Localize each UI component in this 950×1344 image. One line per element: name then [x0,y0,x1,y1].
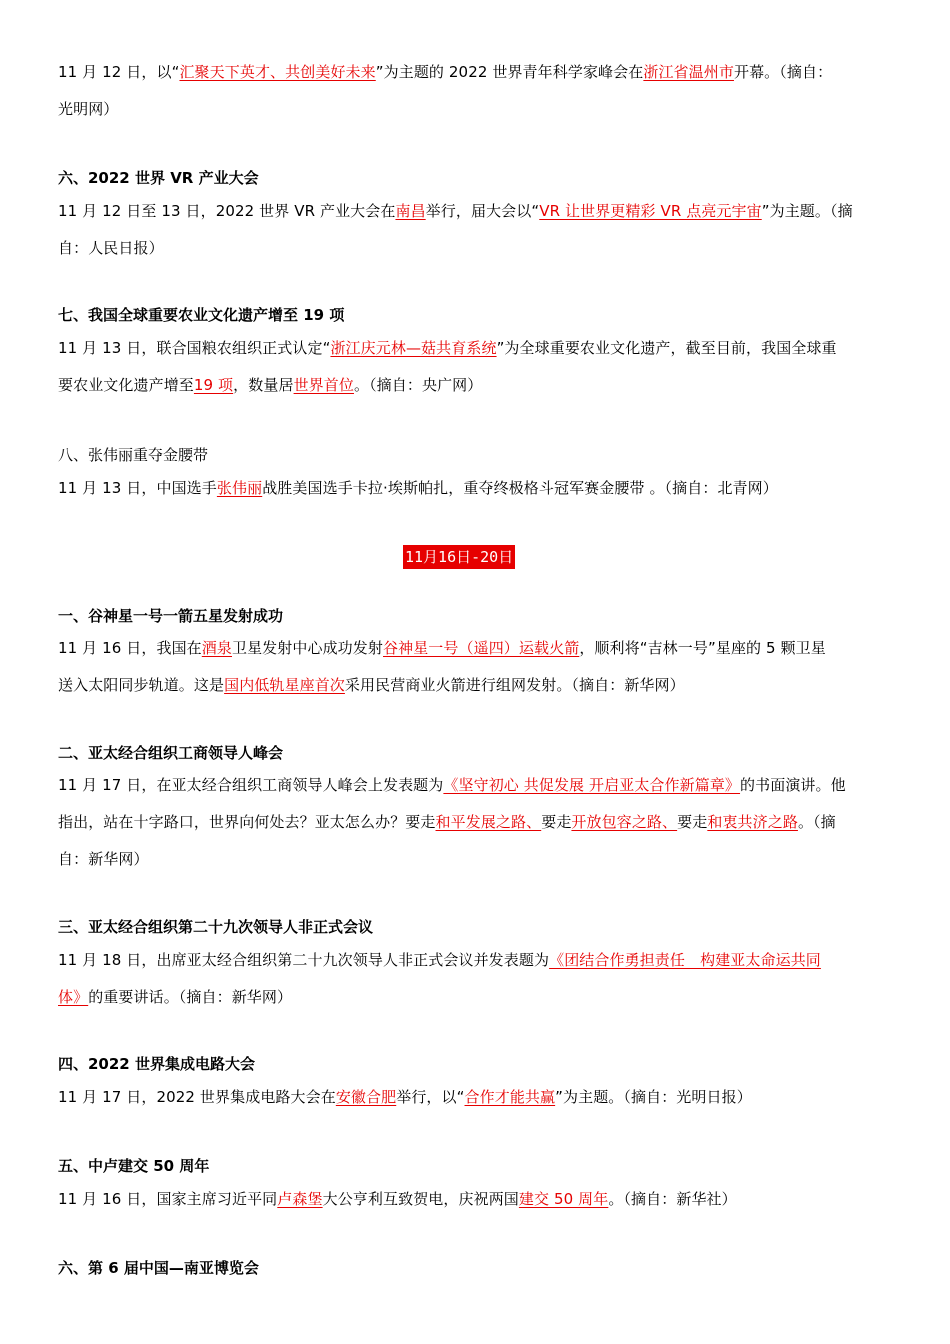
entry-zhang-weili [58,443,898,467]
entry-body [58,1181,898,1218]
entry-body [58,767,898,878]
entry-apec-ceo-summit [58,741,898,765]
entry-text-line: 11 月 12 日，以“汇聚天下英才、共创美好未来”为主题的 2022 世界青年科学家峰会在浙江省温州市开幕。（摘自： [58,63,833,81]
highlight-path: 和衷共济之路 [707,813,798,831]
highlight-location: 安徽合肥 [335,1088,397,1106]
entry-title: 三、亚太经合组织第二十九次领导人非正式会议 [58,918,374,936]
entry-text-line: 11 月 18 日，出席亚太经合组织第二十九次领导人非正式会议并发表题为《团结合作勇担责任 构建亚太命运共同 [58,951,821,969]
entry-body [58,1079,898,1116]
entry-title: 六、第 6 届中国—南亚博览会 [58,1259,259,1277]
highlight-anniversary: 建交 50 周年 [518,1190,609,1208]
highlight-speech-title: 体》 [58,988,89,1006]
entry-title: 七、我国全球重要农业文化遗产增至 19 项 [58,306,345,324]
highlight-location: 南昌 [395,202,426,220]
entry-text-line: 指出，站在十字路口，世界向何处去？亚太怎么办？要走和平发展之路、要走开放包容之路、要走和衷共济之路。（摘 [58,813,836,831]
entry-text-line: 体》的重要讲话。（摘自：新华网） [58,988,293,1006]
entry-text-line: 11 月 12 日至 13 日，2022 世界 VR 产业大会在南昌举行，届大会以“VR 让世界更精彩 VR 点亮元宇宙”为主题。（摘 [58,202,853,220]
highlight-person: 张伟丽 [216,479,263,497]
entry-world-vr-conference [58,166,898,190]
entry-title: 一、谷神星一号一箭五星发射成功 [58,607,284,625]
entry-body [58,330,898,404]
date-range-banner: 11月16日-20日 [403,545,515,569]
entry-title: 八、张伟丽重夺金腰带 [58,446,209,464]
highlight-speech-title: 《坚守初心 共促发展 开启亚太合作新篇章》 [443,776,741,794]
entry-body [58,193,898,267]
highlight-path: 和平发展之路、 [435,813,542,831]
highlight-system: 浙江庆元林—菇共育系统 [330,339,497,357]
highlight-country: 卢森堡 [277,1190,323,1208]
highlight-theme: 汇聚天下英才、共创美好未来 [179,63,376,81]
highlight-first: 国内低轨星座首次 [224,676,345,694]
entry-text-line: 11 月 16 日，国家主席习近平同卢森堡大公亨利互致贺电，庆祝两国建交 50 周年。（摘自：新华社） [58,1190,737,1208]
entry-title: 二、亚太经合组织工商领导人峰会 [58,744,284,762]
highlight-rank: 世界首位 [293,376,354,394]
highlight-rocket: 谷神星一号（遥四）运载火箭 [383,639,580,657]
highlight-path: 开放包容之路、 [571,813,678,831]
entry-world-ic-conference [58,1052,898,1076]
highlight-location: 酒泉 [201,639,232,657]
entry-body [58,470,898,507]
entry-world-young-scientists-summit [58,54,898,128]
entry-body [58,630,898,704]
entry-text-line: 11 月 13 日，联合国粮农组织正式认定“浙江庆元林—菇共育系统”为全球重要农业文化遗产，截至目前，我国全球重 [58,339,837,357]
entry-title: 四、2022 世界集成电路大会 [58,1055,255,1073]
highlight-theme: 合作才能共赢 [464,1088,556,1106]
entry-agricultural-heritage [58,303,898,327]
entry-text-line: 11 月 17 日，在亚太经合组织工商领导人峰会上发表题为《坚守初心 共促发展 开启亚太合作新篇章》的书面演讲。他 [58,776,846,794]
highlight-count: 19 项 [193,376,234,394]
entry-text-line: 要农业文化遗产增至19 项，数量居世界首位。（摘自：央广网） [58,376,483,394]
highlight-speech-title: 《团结合作勇担责任 构建亚太命运共同 [549,951,821,969]
entry-text-line: 11 月 13 日，中国选手张伟丽战胜美国选手卡拉·埃斯帕扎，重夺终极格斗冠军赛金腰带 。（摘自：北青网） [58,479,778,497]
entry-text-line: 光明网） [58,100,119,118]
entry-text-line: 自：新华网） [58,850,149,868]
entry-body [58,942,898,1016]
entry-text-line: 11 月 16 日，我国在酒泉卫星发射中心成功发射谷神星一号（遥四）运载火箭，顺利将“吉林一号”星座的 5 颗卫星 [58,639,826,657]
entry-title: 六、2022 世界 VR 产业大会 [58,169,259,187]
entry-apec-leaders-meeting [58,915,898,939]
entry-title: 五、中卢建交 50 周年 [58,1157,210,1175]
highlight-theme: VR 让世界更精彩 VR 点亮元宇宙 [539,202,762,220]
entry-text-line: 送入太阳同步轨道。这是国内低轨星座首次采用民营商业火箭进行组网发射。（摘自：新华网） [58,676,685,694]
entry-ceres-1-launch [58,604,898,628]
entry-text-line: 11 月 17 日，2022 世界集成电路大会在安徽合肥举行，以“合作才能共赢”为主题。（摘自：光明日报） [58,1088,752,1106]
entry-text-line: 自：人民日报） [58,239,164,257]
entry-china-luxembourg [58,1154,898,1178]
entry-china-south-asia-expo [58,1256,898,1280]
highlight-location: 浙江省温州市 [643,63,734,81]
